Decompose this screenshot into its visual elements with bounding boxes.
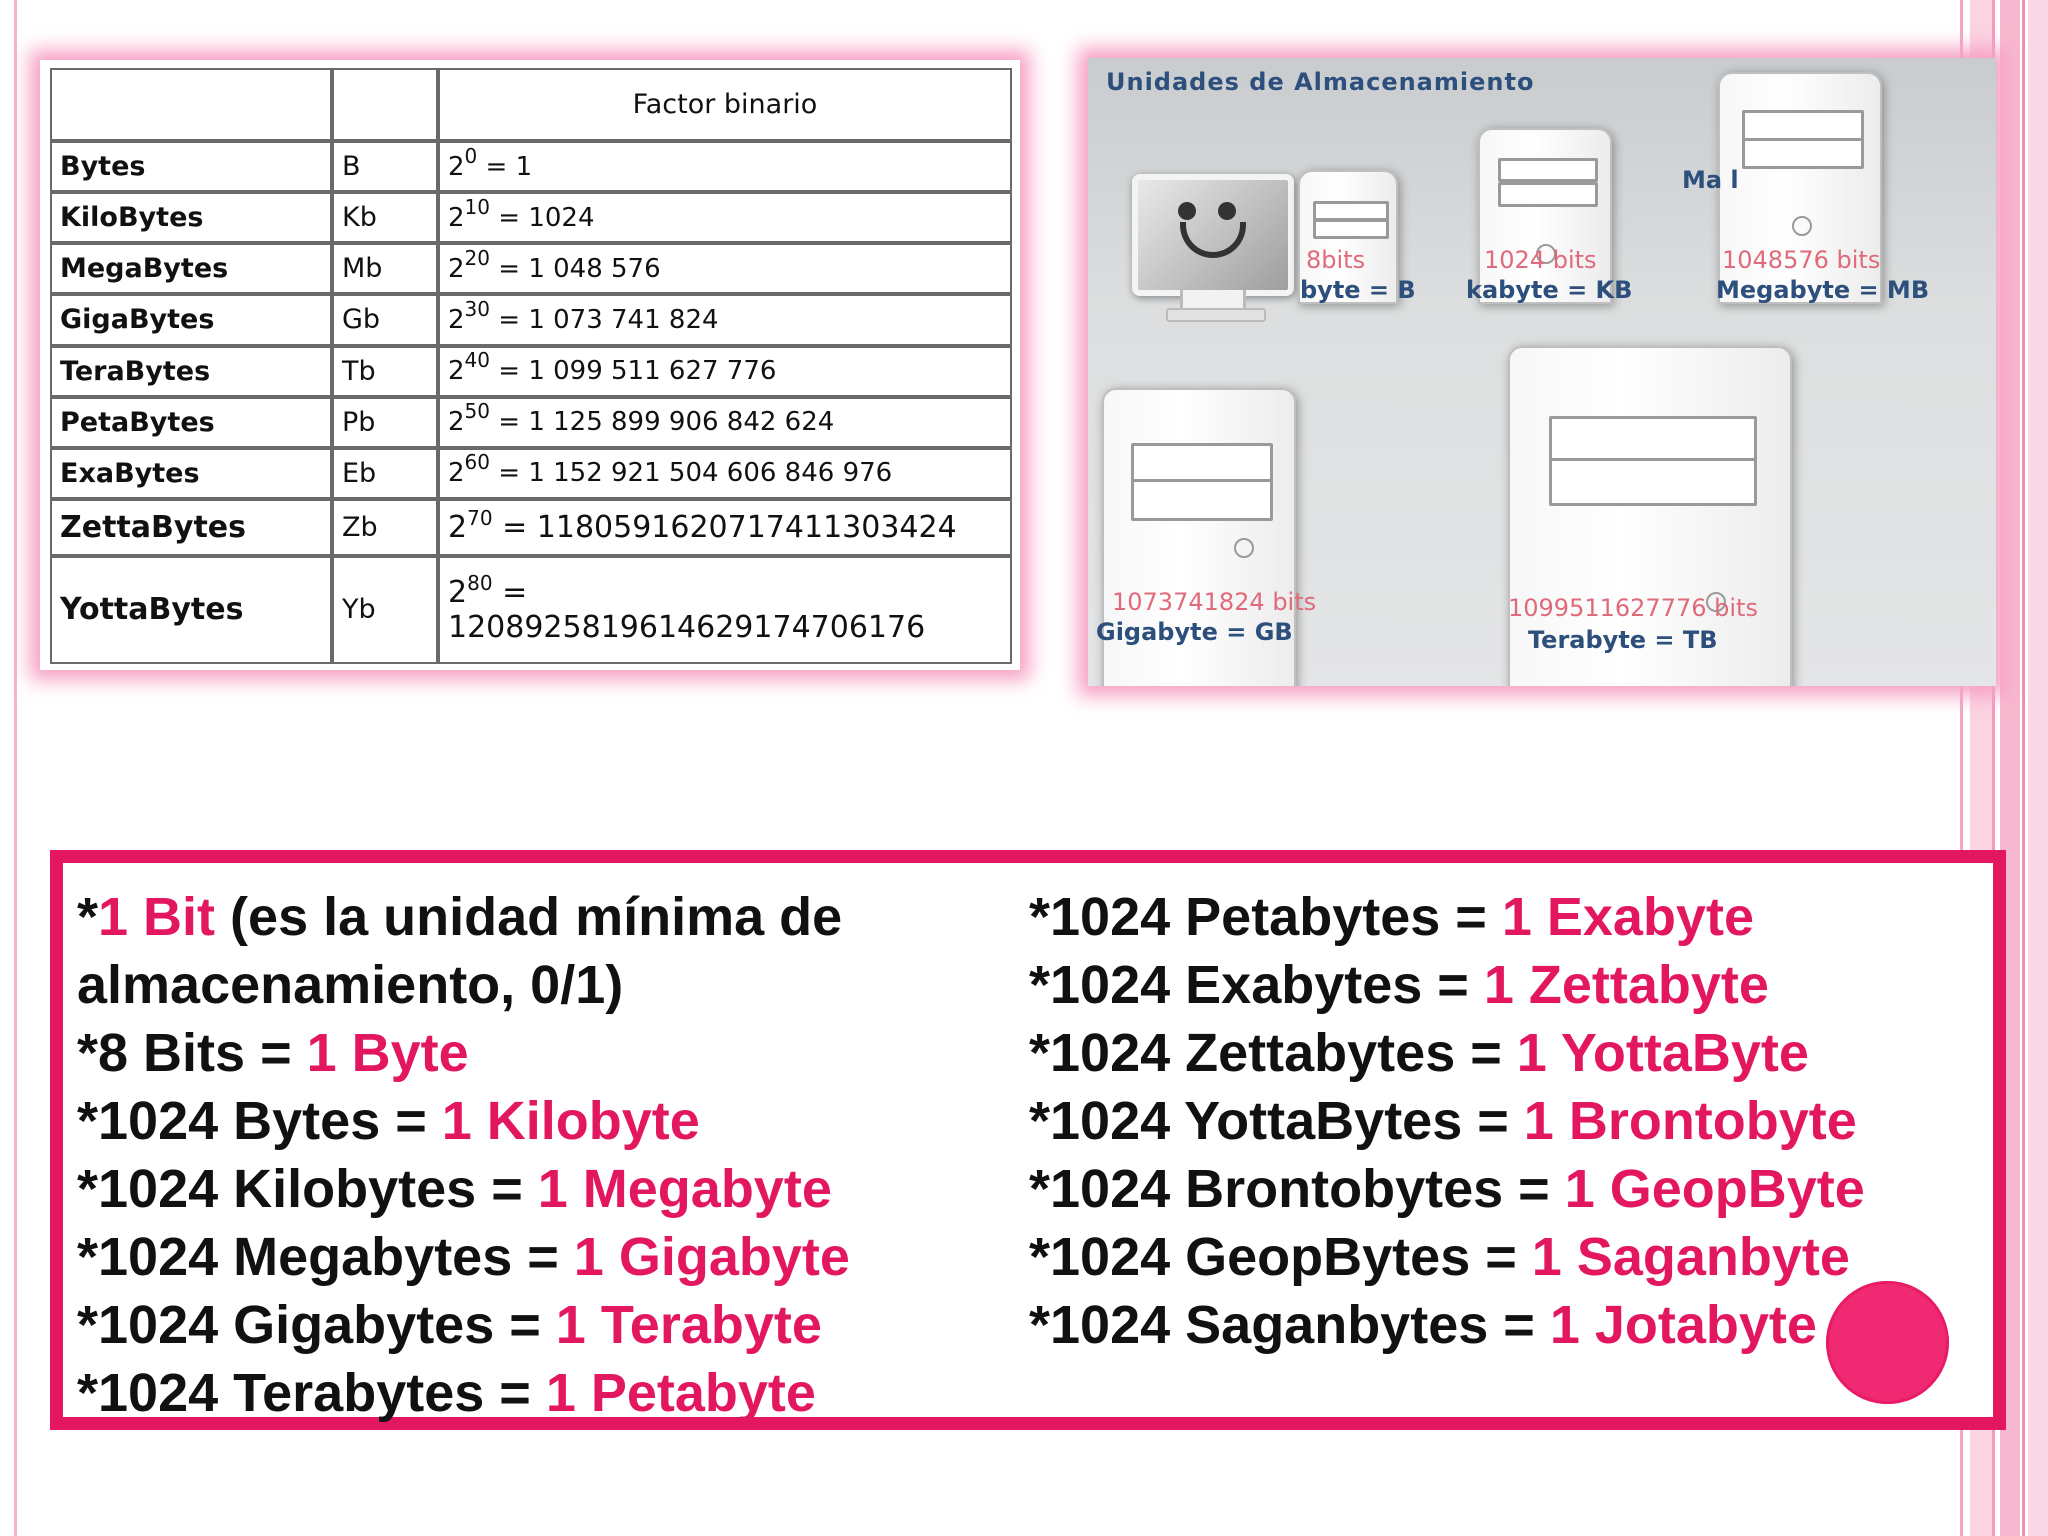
equivalence-line [1029,1155,1989,1223]
drive-bay [1549,458,1757,506]
unit-factor-cell [438,448,1012,499]
factor-exponent: 80 [467,570,493,595]
factor-base: 2 [448,304,465,335]
equivalence-line [77,1223,1037,1291]
illustration-title: Unidades de Almacenamiento [1106,68,1535,96]
unit-name-cell: PetaBytes [50,397,332,448]
equivalence-highlight: 1 Gigabyte [573,1227,850,1287]
unit-abbr-cell: B [332,141,438,192]
unit-name-cell: ZettaBytes [50,499,332,556]
table-row [50,192,1012,243]
unit-abbr-cell: Tb [332,346,438,397]
equivalence-prefix: *8 Bits = [77,1023,307,1083]
power-led-icon [1234,538,1254,558]
equivalence-prefix: *1024 Exabytes = [1029,955,1484,1015]
unit-name-cell: MegaBytes [50,243,332,294]
equivalence-highlight: 1 Kilobyte [441,1091,700,1151]
kilobyte-name-label: kabyte = KB [1466,276,1633,304]
power-led-icon [1792,216,1812,236]
table-row [50,243,1012,294]
unit-name-cell: Bytes [50,141,332,192]
table-row [50,141,1012,192]
drive-bay [1313,219,1388,239]
equivalence-highlight: 1 Zettabyte [1483,955,1769,1015]
unit-abbr-cell: Yb [332,556,438,664]
table-row [50,294,1012,345]
equivalence-line [77,1019,1037,1087]
table-row [50,499,1012,556]
factor-value: = 1 099 511 627 776 [498,356,777,387]
unit-name-cell: ExaBytes [50,448,332,499]
factor-base: 2 [448,509,468,545]
unit-abbr-cell: Kb [332,192,438,243]
right-decorative-stripe [2028,0,2048,1536]
equivalence-highlight: 1 Byte [306,1023,469,1083]
drive-bay [1498,182,1598,207]
storage-units-illustration [1088,58,1996,686]
equivalence-prefix: * [77,887,99,947]
smiley-eye-icon [1178,202,1196,220]
factor-base: 2 [448,458,465,489]
factor-exponent: 40 [464,348,490,373]
equivalence-prefix: *1024 YottaBytes = [1029,1091,1524,1151]
unit-abbr-cell: Gb [332,294,438,345]
equivalence-line [77,951,1037,1019]
equivalence-suffix: (es la unidad mínima de [215,887,843,947]
unit-name-cell: TeraBytes [50,346,332,397]
equivalence-prefix: *1024 Brontobytes = [1029,1159,1565,1219]
header-cell-factor: Factor binario [438,68,1012,141]
drive-bay [1742,138,1863,169]
unit-name-cell: GigaBytes [50,294,332,345]
equivalence-prefix: *1024 Zettabytes = [1029,1023,1517,1083]
megabyte-top-label: Ma l [1682,166,1739,194]
equivalence-prefix: almacenamiento, 0/1) [77,955,624,1015]
equivalence-highlight: 1 Saganbyte [1531,1227,1850,1287]
binary-factor-table [50,68,1012,664]
table-row [50,346,1012,397]
factor-exponent: 10 [464,194,490,219]
factor-base: 2 [448,407,465,438]
kilobyte-bits-label: 1024 bits [1484,246,1597,274]
megabyte-bits-label: 1048576 bits [1722,246,1881,274]
factor-exponent: 0 [464,143,478,168]
unit-abbr-cell: Mb [332,243,438,294]
table-row [50,556,1012,664]
equivalence-prefix: *1024 Terabytes = [77,1363,546,1423]
factor-exponent: 70 [467,505,493,530]
factor-value: = 1 [485,151,533,182]
gigabyte-bits-label: 1073741824 bits [1112,588,1317,616]
terabyte-name-label: Terabyte = TB [1528,626,1718,654]
unit-abbr-cell: Eb [332,448,438,499]
equivalence-highlight: 1 YottaByte [1516,1023,1809,1083]
smiley-eye-icon [1218,202,1236,220]
equivalence-highlight: 1 Terabyte [555,1295,822,1355]
drive-bay [1742,110,1863,141]
equivalence-line [77,883,1037,951]
equivalence-line [1029,883,1989,951]
header-cell-name [50,68,332,141]
unit-factor-cell [438,556,1012,664]
computer-monitor-icon [1132,174,1294,296]
binary-factor-table-panel [40,60,1020,670]
equivalence-highlight: 1 Jotabyte [1549,1295,1817,1355]
drive-bay [1549,416,1757,464]
equivalence-highlight: 1 Petabyte [545,1363,816,1423]
decorative-pink-circle [1826,1281,1949,1404]
factor-value: = 1 125 899 906 842 624 [498,407,835,438]
factor-value: = 1 152 921 504 606 846 976 [498,458,893,489]
equivalences-right-column [1029,883,1989,1359]
equivalence-prefix: *1024 Bytes = [77,1091,442,1151]
equivalence-line [1029,1019,1989,1087]
equivalence-highlight: 1 Megabyte [537,1159,832,1219]
factor-value: = 1208925819614629174706176 [448,574,926,645]
table-row [50,397,1012,448]
equivalence-prefix: *1024 GeopBytes = [1029,1227,1532,1287]
table-header-row [50,68,1012,141]
equivalence-highlight: 1 GeopByte [1564,1159,1865,1219]
unit-factor-cell [438,499,1012,556]
gigabyte-name-label: Gigabyte = GB [1096,618,1293,646]
equivalence-prefix: *1024 Kilobytes = [77,1159,538,1219]
right-decorative-stripe [2022,0,2025,1536]
monitor-base [1166,308,1266,322]
unit-factor-cell [438,346,1012,397]
left-decorative-line [14,0,17,1536]
unit-factor-cell [438,141,1012,192]
equivalence-line [1029,1087,1989,1155]
unit-abbr-cell: Pb [332,397,438,448]
factor-exponent: 60 [464,450,490,475]
factor-base: 2 [448,202,465,233]
equivalences-left-column [77,883,1037,1427]
terabyte-bits-label: 1099511627776 bits [1508,594,1758,622]
equivalence-line [77,1155,1037,1223]
unit-factor-cell [438,192,1012,243]
drive-bay [1131,479,1274,521]
drive-bay [1498,158,1598,183]
factor-value: = 1024 [498,202,595,233]
smiley-mouth-icon [1180,222,1246,258]
equivalence-prefix: *1024 Gigabytes = [77,1295,556,1355]
unit-name-cell: KiloBytes [50,192,332,243]
factor-value: = 1 048 576 [498,253,661,284]
equivalence-line [1029,951,1989,1019]
factor-value: = 1 073 741 824 [498,304,719,335]
equivalences-box [50,850,2006,1430]
unit-factor-cell [438,397,1012,448]
equivalence-prefix: *1024 Saganbytes = [1029,1295,1550,1355]
equivalence-line [1029,1223,1989,1291]
factor-base: 2 [448,253,465,284]
megabyte-name-label: Megabyte = MB [1716,276,1930,304]
drive-bay [1313,201,1388,221]
table-row [50,448,1012,499]
factor-base: 2 [448,574,468,610]
factor-base: 2 [448,151,465,182]
byte-name-label: byte = B [1300,276,1416,304]
equivalence-prefix: *1024 Megabytes = [77,1227,574,1287]
unit-abbr-cell: Zb [332,499,438,556]
factor-exponent: 30 [464,296,490,321]
equivalence-line [77,1291,1037,1359]
factor-exponent: 20 [464,245,490,270]
unit-name-cell: YottaBytes [50,556,332,664]
equivalence-line [77,1087,1037,1155]
equivalence-prefix: *1024 Petabytes = [1029,887,1502,947]
equivalence-highlight: 1 Exabyte [1501,887,1754,947]
factor-base: 2 [448,356,465,387]
equivalence-highlight: 1 Bit [98,887,216,947]
factor-exponent: 50 [464,399,490,424]
unit-factor-cell [438,243,1012,294]
equivalence-highlight: 1 Brontobyte [1523,1091,1857,1151]
equivalence-line [77,1359,1037,1427]
unit-factor-cell [438,294,1012,345]
header-cell-abbr [332,68,438,141]
byte-bits-label: 8bits [1306,246,1366,274]
factor-value: = 1180591620717411303424 [502,509,957,545]
